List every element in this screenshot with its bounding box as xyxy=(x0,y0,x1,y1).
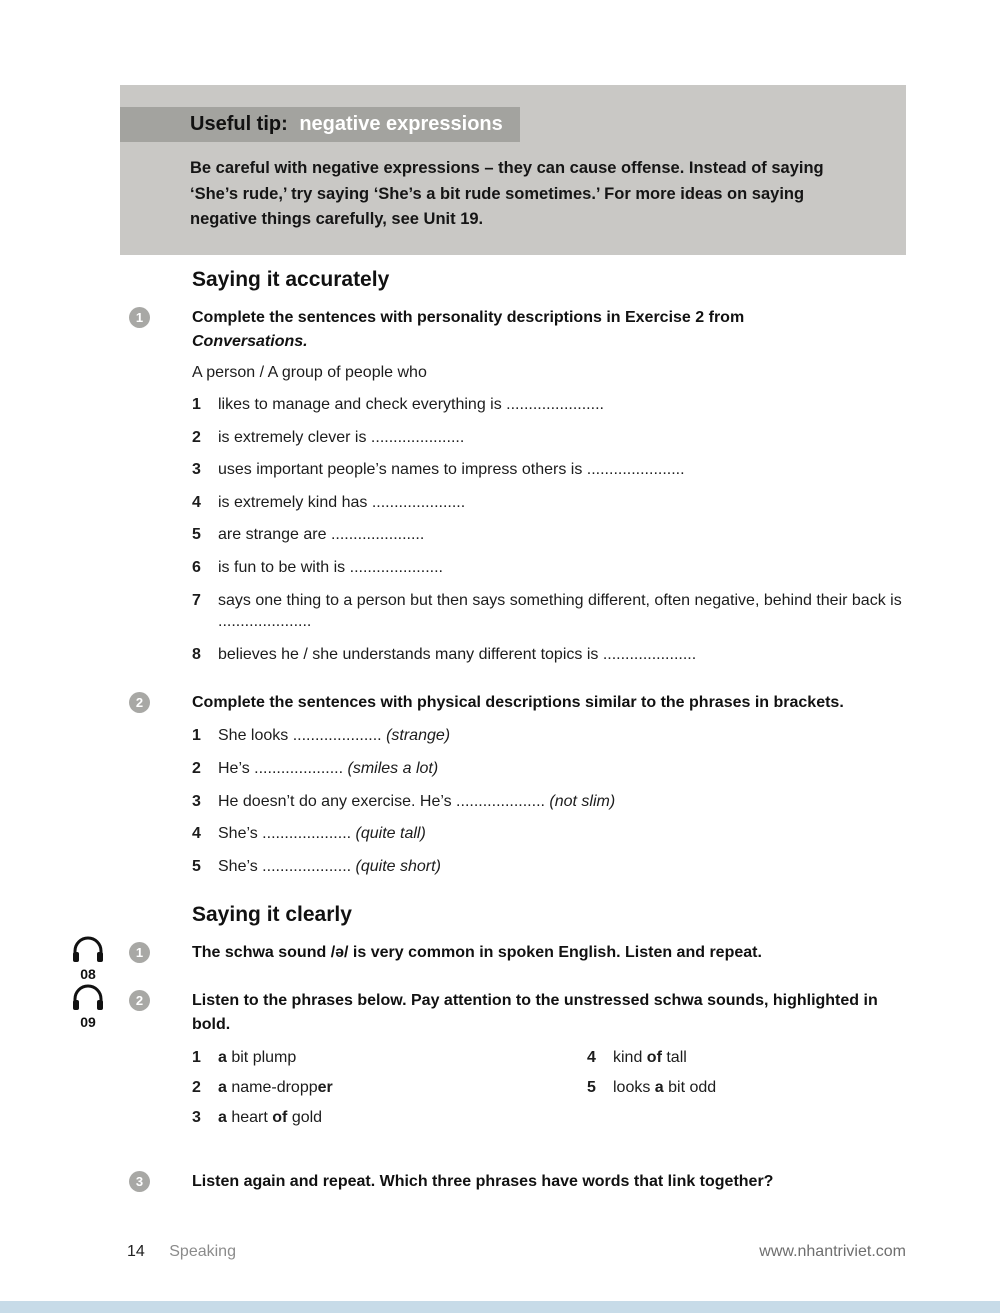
headphones-audio-marker xyxy=(66,935,110,982)
item-number: 5 xyxy=(192,857,201,875)
tip-heading xyxy=(120,107,520,142)
exercise-number-badge: 1 xyxy=(129,942,150,963)
item-number: 4 xyxy=(192,493,201,511)
exercise-1-instruction: Complete the sentences with personality descriptions in Exercise 2 from Conversations. xyxy=(192,309,745,350)
item-hint: (quite short) xyxy=(355,857,441,875)
headphones-audio-marker xyxy=(66,983,110,1030)
list-item xyxy=(192,557,904,579)
item-text: is extremely kind has ..................... xyxy=(218,493,466,511)
list-item xyxy=(192,427,904,449)
list-item xyxy=(192,644,904,666)
item-number: 4 xyxy=(192,825,201,843)
audio-track-number: 09 xyxy=(80,1014,96,1031)
list-item xyxy=(192,758,904,780)
exercise-2-clearly-instruction: Listen to the phrases below. Pay attention to the unstressed schwa sounds, highlighted in bold. xyxy=(192,992,878,1034)
item-number: 1 xyxy=(192,396,201,413)
item-text xyxy=(218,725,904,747)
item-number: 7 xyxy=(192,591,201,609)
tip-highlight: negative expressions xyxy=(299,113,503,135)
phrase-item xyxy=(587,1077,904,1099)
section-heading-accurately: Saying it accurately xyxy=(192,268,390,291)
headphones-icon xyxy=(70,998,106,1015)
item-text: uses important people’s names to impress others is ...................... xyxy=(218,461,685,479)
item-hint: (not slim) xyxy=(549,792,616,810)
exercise-1-clearly xyxy=(80,941,904,983)
phrase-item xyxy=(587,1047,904,1069)
phrase-item xyxy=(192,1077,587,1099)
item-text xyxy=(218,791,904,813)
item-number: 5 xyxy=(192,526,201,544)
list-item xyxy=(192,725,904,747)
item-text xyxy=(218,856,904,878)
phrase-column-left xyxy=(192,1047,587,1136)
item-number: 8 xyxy=(192,645,201,663)
list-item xyxy=(192,524,904,546)
item-number: 4 xyxy=(587,1049,596,1067)
list-item xyxy=(192,590,904,633)
useful-tip-box xyxy=(120,85,906,255)
item-sentence: She looks .................... xyxy=(218,727,387,745)
item-sentence: She’s .................... xyxy=(218,857,356,875)
audio-track-number: 08 xyxy=(80,966,96,983)
list-item xyxy=(192,791,904,813)
footer-left xyxy=(127,1243,236,1261)
item-sentence: He doesn’t do any exercise. He’s .................... xyxy=(218,792,550,810)
item-text: believes he / she understands many different topics is ..................... xyxy=(218,645,697,663)
phrase-text: a bit plump xyxy=(218,1049,297,1067)
item-number: 2 xyxy=(192,428,201,446)
item-number: 5 xyxy=(587,1078,596,1096)
exercise-1-accurately xyxy=(135,306,904,665)
item-hint: (quite tall) xyxy=(355,825,426,843)
exercise-2-accurately xyxy=(135,691,904,877)
item-number: 3 xyxy=(192,461,201,479)
phrase-column-right xyxy=(587,1047,904,1136)
exercise-1-items xyxy=(192,394,904,665)
tip-body-text: Be careful with negative expressions – they can cause offense. Instead of saying ‘She’s rude,’ try saying ‘She’s a bit rude sometimes.’ For more ideas on saying negative things carefully, see Unit 19. xyxy=(190,159,824,229)
list-item xyxy=(192,394,904,416)
list-item xyxy=(192,856,904,878)
item-hint: (smiles a lot) xyxy=(347,759,439,777)
item-sentence: She’s .................... xyxy=(218,825,356,843)
phrase-columns xyxy=(192,1047,904,1136)
phrase-text: a heart of gold xyxy=(218,1108,323,1126)
exercise-2-clearly xyxy=(80,989,904,1136)
footer-section-label: Speaking xyxy=(169,1243,236,1260)
footer-page-number: 14 xyxy=(127,1243,145,1260)
item-number: 3 xyxy=(192,792,201,810)
footer-site-url: www.nhantriviet.com xyxy=(759,1243,906,1260)
item-sentence: He’s .................... xyxy=(218,759,348,777)
headphones-icon xyxy=(70,950,106,967)
phrase-text: looks a bit odd xyxy=(613,1078,717,1096)
item-number: 2 xyxy=(192,759,201,777)
exercise-number-badge: 2 xyxy=(129,990,150,1011)
exercise-1-lead: A person / A group of people who xyxy=(192,364,427,381)
exercise-1-clearly-instruction: The schwa sound /ə/ is very common in spoken English. Listen and repeat. xyxy=(192,944,762,962)
exercise-number-badge: 1 xyxy=(129,307,150,328)
item-number: 6 xyxy=(192,558,201,576)
item-text: are strange are ..................... xyxy=(218,526,425,544)
tip-label: Useful tip: xyxy=(190,113,288,135)
main-content xyxy=(80,268,904,1220)
exercise-number-badge: 3 xyxy=(129,1171,150,1192)
decorative-bottom-strip xyxy=(0,1301,1000,1313)
phrase-text: a name-dropper xyxy=(218,1078,333,1096)
exercise-3-clearly-instruction: Listen again and repeat. Which three phrases have words that link together? xyxy=(192,1173,774,1191)
exercise-2-instruction: Complete the sentences with physical descriptions similar to the phrases in brackets. xyxy=(192,694,844,712)
phrase-item xyxy=(192,1107,587,1129)
item-text: likes to manage and check everything is ...................... xyxy=(218,396,604,413)
item-text xyxy=(218,823,904,845)
list-item xyxy=(192,492,904,514)
item-number: 1 xyxy=(192,1049,201,1067)
phrase-item xyxy=(192,1047,587,1069)
list-item xyxy=(192,459,904,481)
item-text: is extremely clever is ..................... xyxy=(218,428,465,446)
list-item xyxy=(192,823,904,845)
exercise-3-clearly xyxy=(135,1170,904,1194)
item-text: says one thing to a person but then says something different, often negative, behind their back is ..................... xyxy=(218,591,902,631)
item-text: is fun to be with is ..................... xyxy=(218,558,443,576)
exercise-number-badge: 2 xyxy=(129,692,150,713)
item-text xyxy=(218,758,904,780)
item-number: 1 xyxy=(192,727,201,745)
section-heading-clearly: Saying it clearly xyxy=(192,903,352,927)
phrase-text: kind of tall xyxy=(613,1049,687,1067)
item-hint: (strange) xyxy=(386,727,451,745)
exercise-2-items xyxy=(192,725,904,877)
item-number: 3 xyxy=(192,1108,201,1126)
item-number: 2 xyxy=(192,1078,201,1096)
